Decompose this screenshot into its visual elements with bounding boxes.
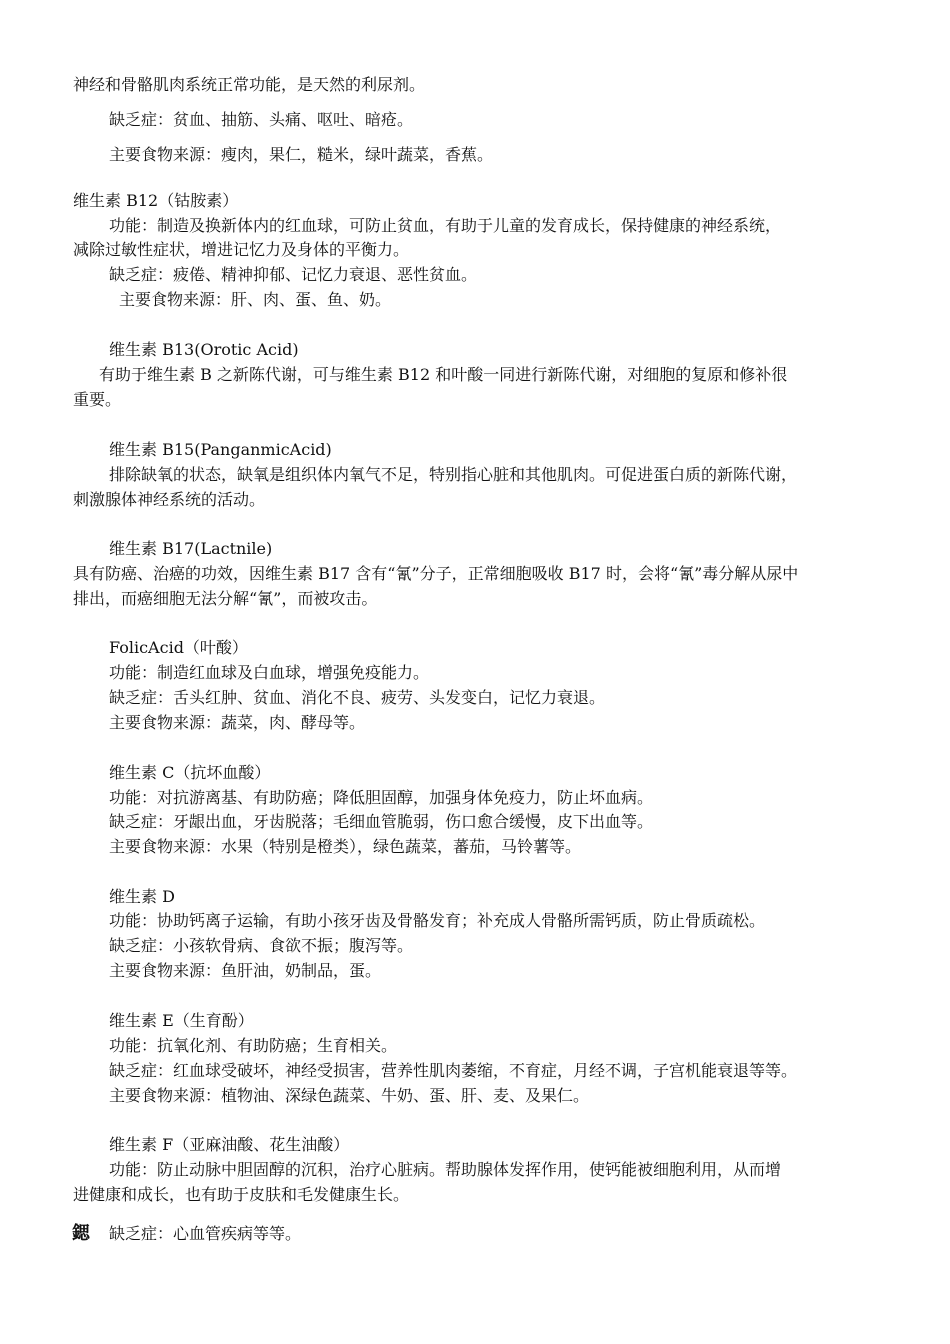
text-line: 缺乏症：牙龈出血，牙齿脱落；毛细血管脆弱，伤口愈合缓慢，皮下出血等。 [109,812,654,831]
text-line: 神经和骨骼肌肉系统正常功能，是天然的利尿剂。 [73,75,426,94]
section-heading: 维生素 E（生育酚） [109,1011,254,1030]
text-line: 功能：抗氧化剂、有助防癌；生育相关。 [109,1036,398,1055]
section-heading: 维生素 D [109,887,175,906]
text-line: 主要食物来源：肝、肉、蛋、鱼、奶。 [119,290,392,309]
text-line: 排除缺氧的状态，缺氧是组织体内氧气不足，特别指心脏和其他肌肉。可促进蛋白质的新陈代谢， [109,465,798,484]
text-line: 重要。 [73,390,122,409]
text-line: 主要食物来源：水果（特别是橙类），绿色蔬菜，蕃茄，马铃薯等。 [109,837,582,856]
text-line: 功能：对抗游离基、有助防癌；降低胆固醇，加强身体免疫力，防止坏血病。 [109,788,654,807]
text-line: 缺乏症：红血球受破坏，神经受损害，营养性肌肉萎缩，不育症，月经不调，子宫机能衰退等等。 [109,1061,798,1080]
text-line: 缺乏症：疲倦、精神抑郁、记忆力衰退、恶性贫血。 [109,265,478,284]
section-heading: 维生素 B12（钴胺素） [73,191,239,210]
text-line: 功能：防止动脉中胆固醇的沉积，治疗心脏病。帮助腺体发挥作用，使钙能被细胞利用，从而增 [109,1160,782,1179]
text-line: 缺乏症：小孩软骨病、食欲不振；腹泻等。 [109,936,414,955]
text-line: 进健康和成长，也有助于皮肤和毛发健康生长。 [73,1185,410,1204]
section-heading: 维生素 B15(PanganmicAcid) [109,440,332,459]
text-line: 刺激腺体神经系统的活动。 [73,490,266,509]
section-heading: 维生素 C（抗坏血酸） [109,763,271,782]
section-heading: FolicAcid（叶酸） [109,638,248,657]
text-line: 缺乏症：贫血、抽筋、头痛、呕吐、暗疮。 [109,110,414,129]
text-line: 主要食物来源：植物油、深绿色蔬菜、牛奶、蛋、肝、麦、及果仁。 [109,1086,590,1105]
section-heading: 维生素 B17(Lactnile) [109,539,273,558]
text-line: 具有防癌、治癌的功效，因维生素 B17 含有“氰”分子，正常细胞吸收 B17 时，会将“氰”毒分解从尿中 [73,564,799,583]
text-line: 主要食物来源：鱼肝油，奶制品，蛋。 [109,961,382,980]
section-heading: 维生素 F（亚麻油酸、花生油酸） [109,1135,350,1154]
section-heading: 维生素 B13(Orotic Acid) [109,340,299,359]
text-line: 功能：制造红血球及白血球，增强免疫能力。 [109,663,430,682]
stray-glyph: 鍶 [72,1223,90,1244]
text-line: 排出，而癌细胞无法分解“氰”，而被攻击。 [73,589,378,608]
text-line: 主要食物来源：瘦肉，果仁，糙米，绿叶蔬菜，香蕉。 [109,145,494,164]
text-line: 缺乏症：舌头红肿、贫血、消化不良、疲劳、头发变白，记忆力衰退。 [109,688,606,707]
text-line: 减除过敏性症状，增进记忆力及身体的平衡力。 [73,240,410,259]
text-line: 有助于维生素 B 之新陈代谢，可与维生素 B12 和叶酸一同进行新陈代谢，对细胞的复原和修补很 [99,365,788,384]
text-line: 主要食物来源：蔬菜，肉、酵母等。 [109,713,366,732]
text-line: 功能：制造及换新体内的红血球，可防止贫血，有助于儿童的发育成长，保持健康的神经系统， [109,216,782,235]
text-line: 功能：协助钙离子运输，有助小孩牙齿及骨骼发育；补充成人骨骼所需钙质，防止骨质疏松。 [109,911,766,930]
text-line: 缺乏症：心血管疾病等等。 [109,1224,302,1243]
